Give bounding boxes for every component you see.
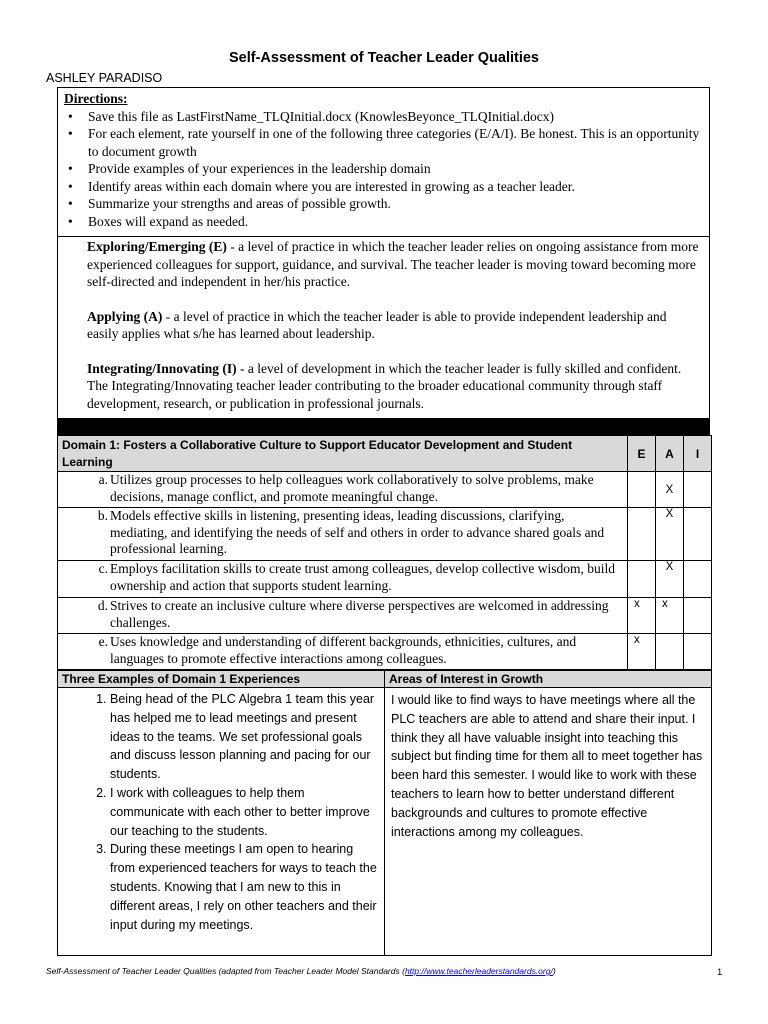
directions-box bbox=[57, 87, 710, 237]
rating-a[interactable]: x bbox=[656, 598, 684, 634]
level-desc: - a level of practice in which the teacher leader is able to provide independent leadership and easily applies what s/he has learned about leadership. bbox=[87, 308, 667, 341]
rating-a[interactable] bbox=[656, 634, 684, 670]
element-letter: a. bbox=[98, 472, 108, 487]
footer-close: ) bbox=[552, 966, 556, 976]
level-exploring bbox=[87, 238, 701, 291]
col-header-e: E bbox=[628, 436, 656, 472]
rating-a[interactable]: X bbox=[656, 561, 684, 598]
list-item: 3. During these meetings I am open to hearing from experienced teachers for ways to teach the students. Knowing that I am new to this in different areas, I rely on other teachers and their input during my meetings. bbox=[110, 840, 378, 934]
element-letter: b. bbox=[97, 508, 108, 523]
directions-list bbox=[64, 108, 701, 231]
experiences-table bbox=[57, 670, 712, 956]
level-desc: - a level of development in which the teacher leader is fully skilled and confident. The Integrating/Innovating teacher leader contributing to the broader educational community through staff development, research, or publication in professional journals. bbox=[87, 360, 682, 411]
element-letter: e. bbox=[98, 634, 108, 649]
element-letter: c. bbox=[98, 561, 108, 576]
element-letter: d. bbox=[97, 598, 108, 613]
element-text: Utilizes group processes to help colleagues work collaboratively to solve problems, make decisions, manage conflict, and promote meaningful change. bbox=[110, 472, 594, 504]
directions-heading: Directions: bbox=[64, 91, 128, 106]
rating-e[interactable]: x bbox=[628, 634, 656, 670]
rating-i[interactable] bbox=[684, 508, 712, 561]
rating-i[interactable] bbox=[684, 598, 712, 634]
list-item: 1. Being head of the PLC Algebra 1 team this year has helped me to lead meetings and present ideas to the teams. We set professional goals and discuss lesson planning and pacing for our students. bbox=[110, 690, 378, 784]
levels-definitions bbox=[57, 237, 710, 418]
element-text: Uses knowledge and understanding of different backgrounds, ethnicities, cultures, and languages to promote effective interactions among colleagues. bbox=[110, 634, 577, 666]
directions-item: • Provide examples of your experiences in the leadership domain bbox=[88, 160, 701, 178]
element-cell bbox=[58, 598, 628, 634]
rating-e[interactable] bbox=[628, 472, 656, 508]
table-row bbox=[58, 634, 712, 670]
level-integrating bbox=[87, 360, 701, 413]
directions-item: • Summarize your strengths and areas of possible growth. bbox=[88, 195, 701, 213]
rating-i[interactable] bbox=[684, 561, 712, 598]
lower-header-row bbox=[58, 671, 712, 688]
domain-title: Domain 1: Fosters a Collaborative Culture to Support Educator Development and Student Learning bbox=[58, 436, 628, 472]
experiences-list bbox=[58, 690, 378, 934]
level-term: Applying (A) bbox=[87, 308, 163, 324]
table-row bbox=[58, 598, 712, 634]
list-item: 2. I work with colleagues to help them communicate with each other to better improve our teaching to the students. bbox=[110, 784, 378, 840]
experiences-cell[interactable] bbox=[58, 688, 385, 956]
rating-e[interactable] bbox=[628, 561, 656, 598]
level-applying bbox=[87, 308, 701, 343]
directions-item: • Boxes will expand as needed. bbox=[88, 213, 701, 231]
footer-text: Self-Assessment of Teacher Leader Qualities (adapted from Teacher Leader Model Standards ( bbox=[46, 966, 405, 976]
directions-item: • Save this file as LastFirstName_TLQInitial.docx (KnowlesBeyonce_TLQInitial.docx) bbox=[88, 108, 701, 126]
element-cell bbox=[58, 508, 628, 561]
rating-e[interactable]: x bbox=[628, 598, 656, 634]
element-text: Models effective skills in listening, presenting ideas, leading discussions, clarifying, mediating, and identifying the needs of self and others in order to advance shared goals and professional learning. bbox=[110, 508, 605, 556]
table-row bbox=[58, 561, 712, 598]
col-header-a: A bbox=[656, 436, 684, 472]
growth-cell[interactable] bbox=[385, 688, 712, 956]
rating-i[interactable] bbox=[684, 472, 712, 508]
author-name: ASHLEY PARADISO bbox=[46, 71, 163, 85]
experiences-heading: Three Examples of Domain 1 Experiences bbox=[58, 671, 385, 688]
lower-body-row bbox=[58, 688, 712, 956]
element-cell bbox=[58, 561, 628, 598]
level-term: Exploring/Emerging (E) bbox=[87, 239, 227, 254]
page-number: 1 bbox=[717, 967, 723, 978]
element-text: Employs facilitation skills to create trust among colleagues, develop collective wisdom, build ownership and action that supports student learning. bbox=[110, 561, 616, 593]
level-term: Integrating/Innovating (I) bbox=[87, 360, 237, 376]
footer bbox=[46, 966, 556, 976]
growth-text: I would like to find ways to have meetings where all the PLC teachers are able to attend and share their input. I think they all have valuable insight into teaching this subject but finding time for them all to meet together has been hard this semester. I would like to work with these teachers to learn how to better understand different backgrounds and cultures to promote effective interactions among my colleagues. bbox=[391, 693, 703, 839]
footer-link[interactable]: http://www.teacherleaderstandards.org/ bbox=[404, 966, 553, 976]
element-cell bbox=[58, 634, 628, 670]
table-row bbox=[58, 508, 712, 561]
separator-bar bbox=[57, 418, 710, 435]
directions-item: • Identify areas within each domain where you are interested in growing as a teacher leader. bbox=[88, 178, 701, 196]
domain-header-row bbox=[58, 436, 712, 472]
page-title: Self-Assessment of Teacher Leader Qualities bbox=[229, 50, 539, 66]
rating-a[interactable]: X bbox=[656, 472, 684, 508]
directions-item: • For each element, rate yourself in one of the following three categories (E/A/I). Be honest. This is an opportunity to document growth bbox=[88, 125, 701, 160]
domain-table bbox=[57, 435, 712, 670]
element-cell bbox=[58, 472, 628, 508]
table-row bbox=[58, 472, 712, 508]
growth-heading: Areas of Interest in Growth bbox=[385, 671, 712, 688]
col-header-i: I bbox=[684, 436, 712, 472]
rating-e[interactable] bbox=[628, 508, 656, 561]
rating-i[interactable] bbox=[684, 634, 712, 670]
rating-a[interactable]: X bbox=[656, 508, 684, 561]
level-desc: - a level of practice in which the teacher leader relies on ongoing assistance from more experienced colleagues for support, guidance, and survival. The teacher leader is moving toward becoming more self-directed and independent in her/his practice. bbox=[87, 239, 699, 289]
element-text: Strives to create an inclusive culture where diverse perspectives are welcomed in addressing challenges. bbox=[110, 598, 609, 630]
